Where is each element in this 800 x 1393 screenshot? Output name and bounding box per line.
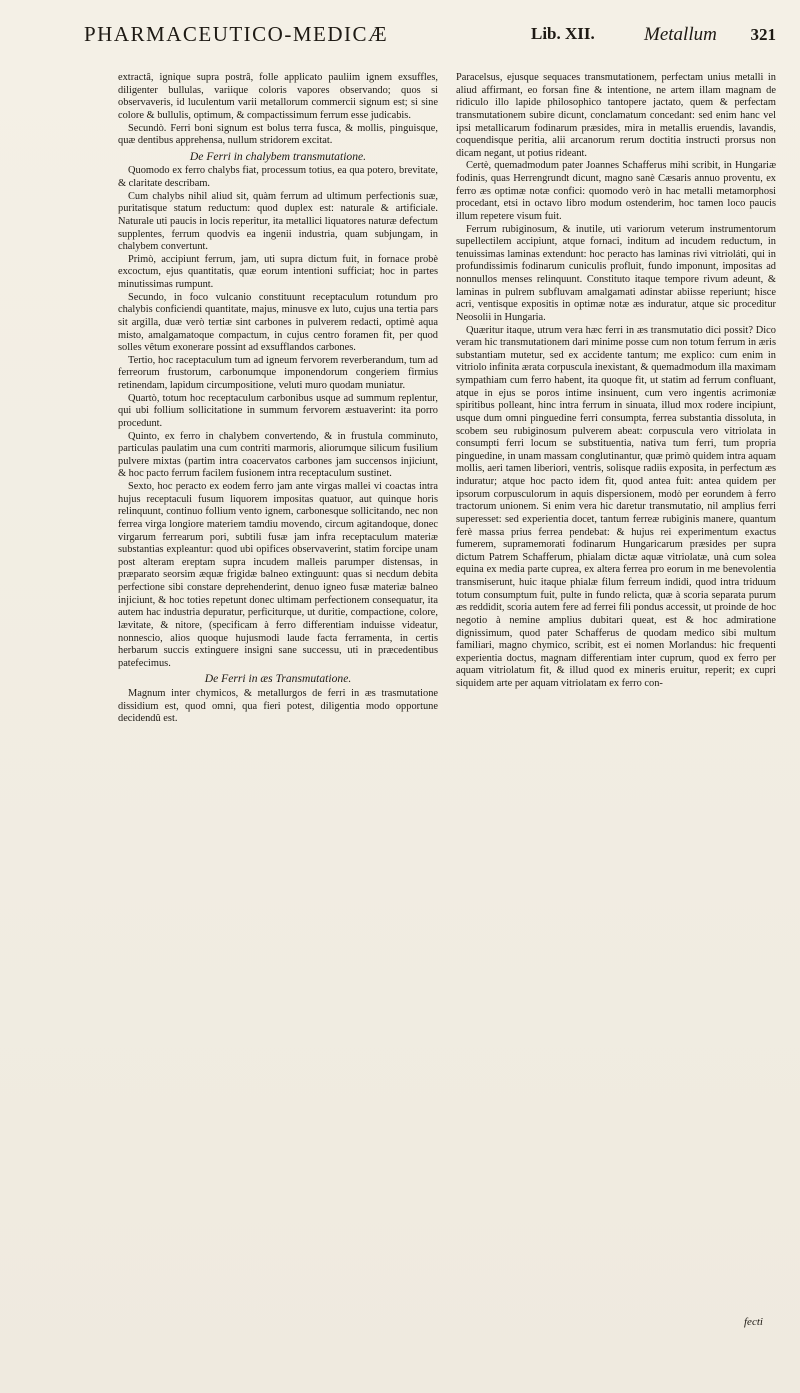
paragraph: Certè, quemadmodum pater Joannes Schafferus mihi scribit, in Hungariæ fodinis, quas Herrengrundt dicunt, magno sanè Cæsaris annuo proventu, ex ferro æs optimæ notæ confici: quomodo verò in hac metalli metamorphosi procedant, etsi in octavo libro modum ostenderim, hoc tamen loco paucis illum repetere visum fuit. — [456, 160, 776, 222]
paragraph: Quomodo ex ferro chalybs fiat, processum totius, ea qua potero, brevitate, & claritate describam. — [118, 165, 438, 189]
paragraph: Magnum inter chymicos, & metallurgos de ferri in æs trasmutatione dissidium est, quod omni, qua fieri potest, diligentia modo opportune decidendû est. — [118, 688, 438, 725]
section-heading: De Ferri in æs Transmutatione. — [204, 672, 352, 686]
paragraph: extractâ, ignique supra postrâ, folle applicato pauliim ignem exsuffles, diligenter bullulas, variique coloris vapores observando; quos si observaveris, id luculentum varii metallorum commercii signum est; si sine colore & bullulis, optimum, & compactissimum ferrum esse judicabis. — [118, 72, 438, 121]
catchword: fecti — [744, 1316, 763, 1328]
paragraph: Paracelsus, ejusque sequaces transmutationem, perfectam unius metalli in aliud affirmant, eo forsan fine & intentione, ne artem illam magnam de ridiculo illo lapide philosophico tantopere jactato, quem & perfectam transmutationem subire dicunt, conclamatum concedant: sed enim hanc vel ipsi metallicarum fodinarum præsides, mira in metallis eruendis, lavandis, coquendisque peritia, alii arcanorum rerum doctitia instructi prorsus non dicam negant, ut potius rideant. — [456, 72, 776, 159]
running-head — [84, 22, 776, 66]
running-topic: Metallum — [644, 24, 717, 45]
paragraph: Secundo, in foco vulcanio constituunt receptaculum rotundum pro chalybis conficiendi quantitate, majus, minusve ex luto, cujus una tertia pars sit argilla, duæ verò tertiæ sint carbones in pulverem redacti, optimè aqua misto, amalgamatoque compactum, in cujus centro foramen fit, per quod solles vêtum exonerare possint ad exsufflandos carbones. — [118, 291, 438, 354]
paragraph: Tertio, hoc raceptaculum tum ad igneum fervorem reverberandum, tum ad ferreorum frustorum, carbonumque imponendorum congeriem firmius retinendam, lapidum circumpositione, veluti muro quodam muniatur. — [118, 354, 438, 391]
paragraph: Sexto, hoc peracto ex eodem ferro jam ante virgas mallei vi coactas intra hujus receptaculi fusum liquorem impositas quatuor, aut quinque horis relinquunt, continuo follium vento ignem, carbonesque sollicitando, nec non ferrea virga longiore materiem tamdiu movendo, circum agitandoque, donec virgarum ferrearum pori, subtili fusæ jam infra receptaculum materiæ substantias expleantur: quod ubi opifices observaverint, statim forcipe unam post alteram ereptam supra incudem malleis parumper distensas, in præparato seorsim æquæ frigidæ balneo extinguunt: quas si necdum debita perfectione sibi constare deprehenderint, denuo igneo fusæ materiæ balneo injiciunt, & hoc toties repetunt donec ultimam perfectionem consequatur, ita autem hac industria depuratur, perficiturque, ut duritie, compactione, colore, lævitate, & nitore, (specificam à ferro differentiam induisse videatur, nonnescio, alios quoque hujusmodi laude facta ferramenta, in certis herbarum succis extinguere insigni sane successu, uti in præcedentibus patefecimus. — [118, 481, 438, 669]
paragraph: Quæritur itaque, utrum vera hæc ferri in æs transmutatio dici possit? Dico veram hic transmutationem dari minime posse cum non totum ferrum in æris substantiam mutetur, sed ex accidente tantum; me explico: cum enim in vitriolo infinita ærata corpuscula inexistant, & quemadmodum illa maximam sympathiam cum ferro habent, ita quoque fit, ut statim ad ferrum confluant, atque in ejus se poros intime insinuent, cum vero ingentis acrimoniæ spiritibus polleant, hinc intra ferrum in sinuata, illud mox rodere incipiunt, usque dum omni pinguedine ferri consumpta, ferrea substantia dissoluta, in scobem seu rubiginosum pulverem abeat: corpuscula vero vitriolata in consumpti ferri locum se substituentia, nativa tum ferri, tum propria pinguedine, in unam massam conglutinantur, quæ primò quidem intra aquam mollis, aeri tamen liberiori, ventris, solisque radiis exposita, in perfectum æs induratur; atque hoc pacto idem fit, quod antea fuit: antea quidem per ipsorum corpusculorum in aquis dispersionem, modò per eorundem à ferro tractorum unionem. Si enim vera hic daretur transmutatio, nil amplius ferri superesset: sed experientia docet, tantum ferreæ rubiginis manere, quantum ferè massa prius ferrea pendebat: & hujus rei experimentum exactus fumerem, supramemorati fodinarum Hungaricarum præsides per supra dictum Patrem Schafferum, phialam dictæ aquæ vitriolatæ, unà cum solea equina ex media parte cuprea, ex altera ferrea pro eorum in me benevolentia transmiserunt, huic itaque phialæ filum ferreum indidi, quod intra triduum totum consumptum fuit, pulte in fundo relicta, quæ à scoria separata purum æs reddidit, scoria autem fere ad ferrei fili pondus accessit, ut proinde de hoc negotio à nemine amplius dubitari queat, est & hoc admiratione dignissimum, quod pater Schafferus de quodam medico sibi multum familiari, magno chymico, scribit, est ei nomen Morlandus: hic frequenti experientia doctus, magnam differentiam inter cuprum, quod ex ferro per aquam vitriolatum fit, & illud quod ex mineris eruitur, reperit; ex cupri siquidem arte per aquam vitriolatam ex ferro con- — [456, 324, 776, 689]
paragraph: Cum chalybs nihil aliud sit, quàm ferrum ad ultimum perfectionis suæ, puritatisque statum reductum: quod duplex est: naturale & artificiale. Naturale uti paucis in locis reperitur, ita metallici liquatores naturæ defectum supplentes, ferrum quodvis ea ingenii industria, quam subjungam, in chalybem convertunt. — [118, 190, 438, 253]
right-column — [456, 72, 776, 691]
paragraph: Primò, accipiunt ferrum, jam, uti supra dictum fuit, in fornace probè excoctum, ejus quantitatis, quæ eorum intentioni sufficiat; hoc in partes minutissimas rumpunt. — [118, 253, 438, 290]
page-number: 321 — [750, 25, 776, 44]
paragraph: Quinto, ex ferro in chalybem convertendo, & in frustula comminuto, particulas paulatim una cum contriti marmoris, aliorumque silicum fusilium pulvere mixtas (partim intra coacervatos carbones jam succensos injiciunt, & hoc pacto ferrum facilem fusionem intra receptaculum sustinet. — [118, 430, 438, 480]
section-heading: De Ferri in chalybem transmutatione. — [189, 149, 367, 163]
paragraph: Quartò, totum hoc receptaculum carbonibus usque ad summum replentur, qui ubi follium sollicitatione in summum fervorem æstuaverint: ita porro procedunt. — [118, 392, 438, 429]
paragraph: Ferrum rubiginosum, & inutile, uti variorum veterum instrumentorum supellectilem accipiunt, atque fornaci, inditum ad incudem reductum, in tenuissimas laminas extendunt: hoc peracto has laminas rivi vitrioláti, qui in profundissimis fodinarum cuniculis profluit, fundo imponunt, impositas ad nonnullos menses relinquunt. Constituto itaque tempore rivum adeunt, & laminas in pulrem subfluvam amalgamati adinstar abiisse reperiunt; hisce acri, ventisque expositis in optimæ notæ æs induratur, atque sic proceditur Neosolii in Hungaria. — [456, 223, 776, 323]
running-title: PHARMACEUTICO-MEDICÆ — [84, 22, 389, 46]
book-number: Lib. XII. — [531, 24, 595, 43]
paragraph: Secundò. Ferri boni signum est bolus terra fusca, & mollis, pinguisque, quæ dentibus apprehensa, nullum stridorem excitat. — [118, 122, 438, 147]
left-column — [118, 72, 438, 726]
